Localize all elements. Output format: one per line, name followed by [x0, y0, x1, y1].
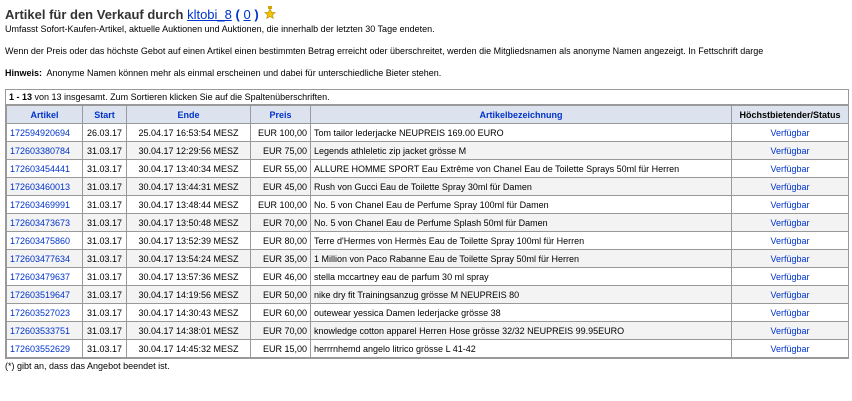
item-title: stella mccartney eau de parfum 30 ml spray — [311, 268, 732, 286]
footnote: (*) gibt an, dass das Angebot beendet ist. — [5, 361, 170, 371]
status-link[interactable]: Verfügbar — [732, 214, 849, 232]
result-range: 1 - 13 — [9, 92, 33, 102]
info-text: Wenn der Preis oder das höchste Gebot auf einen Artikel einen bestimmten Betrag erreicht oder überschreitet, werden die Mitgliedsnamen als anonyme Namen angezeigt. In Fettschrift darge — [5, 46, 764, 56]
table-row — [7, 286, 849, 304]
end-date: 30.04.17 13:54:24 MESZ — [127, 250, 251, 268]
price: EUR 100,00 — [251, 124, 311, 142]
price: EUR 55,00 — [251, 160, 311, 178]
seller-link[interactable]: kltobi_8 — [187, 6, 232, 22]
table-row — [7, 304, 849, 322]
item-id-link[interactable]: 172603380784 — [7, 142, 83, 160]
status-link[interactable]: Verfügbar — [732, 268, 849, 286]
start-date: 31.03.17 — [83, 304, 127, 322]
table-body — [7, 124, 849, 358]
star-icon[interactable] — [263, 5, 277, 19]
status-link[interactable]: Verfügbar — [732, 232, 849, 250]
price: EUR 70,00 — [251, 322, 311, 340]
item-id-link[interactable]: 172603527023 — [7, 304, 83, 322]
hint — [5, 67, 852, 79]
item-id-link[interactable]: 172603475860 — [7, 232, 83, 250]
item-id-link[interactable]: 172603469991 — [7, 196, 83, 214]
col-header-start[interactable]: Start — [83, 106, 127, 124]
item-id-link[interactable]: 172603552629 — [7, 340, 83, 358]
end-date: 30.04.17 13:52:39 MESZ — [127, 232, 251, 250]
table-row — [7, 322, 849, 340]
status-link[interactable]: Verfügbar — [732, 286, 849, 304]
price: EUR 75,00 — [251, 142, 311, 160]
table-row — [7, 250, 849, 268]
col-header-preis[interactable]: Preis — [251, 106, 311, 124]
start-date: 31.03.17 — [83, 250, 127, 268]
item-title: No. 5 von Chanel Eau de Perfume Spray 100ml für Damen — [311, 196, 732, 214]
table-row — [7, 124, 849, 142]
item-id-link[interactable]: 172594920694 — [7, 124, 83, 142]
status-link[interactable]: Verfügbar — [732, 304, 849, 322]
status-link[interactable]: Verfügbar — [732, 142, 849, 160]
col-header-status: Höchstbietender/Status — [732, 106, 849, 124]
start-date: 31.03.17 — [83, 340, 127, 358]
price: EUR 70,00 — [251, 214, 311, 232]
item-title: 1 Million von Paco Rabanne Eau de Toilette Spray 50ml für Herren — [311, 250, 732, 268]
item-id-link[interactable]: 172603533751 — [7, 322, 83, 340]
table-row — [7, 196, 849, 214]
start-date: 31.03.17 — [83, 268, 127, 286]
end-date: 30.04.17 14:30:43 MESZ — [127, 304, 251, 322]
item-id-link[interactable]: 172603473673 — [7, 214, 83, 232]
price: EUR 50,00 — [251, 286, 311, 304]
item-title: knowledge cotton apparel Herren Hose grösse 32/32 NEUPREIS 99.95EURO — [311, 322, 732, 340]
table-row — [7, 160, 849, 178]
price: EUR 45,00 — [251, 178, 311, 196]
item-id-link[interactable]: 172603460013 — [7, 178, 83, 196]
start-date: 26.03.17 — [83, 124, 127, 142]
table-header-row — [7, 106, 849, 124]
col-header-artikel[interactable]: Artikel — [7, 106, 83, 124]
rating-link[interactable]: 0 — [243, 6, 251, 22]
item-id-link[interactable]: 172603519647 — [7, 286, 83, 304]
end-date: 30.04.17 14:45:32 MESZ — [127, 340, 251, 358]
end-date: 30.04.17 13:57:36 MESZ — [127, 268, 251, 286]
status-link[interactable]: Verfügbar — [732, 340, 849, 358]
listing-table-box — [5, 89, 849, 359]
start-date: 31.03.17 — [83, 322, 127, 340]
table-row — [7, 232, 849, 250]
result-count — [6, 90, 848, 105]
status-link[interactable]: Verfügbar — [732, 124, 849, 142]
end-date: 30.04.17 12:29:56 MESZ — [127, 142, 251, 160]
end-date: 30.04.17 13:40:34 MESZ — [127, 160, 251, 178]
end-date: 30.04.17 13:44:31 MESZ — [127, 178, 251, 196]
end-date: 30.04.17 14:38:01 MESZ — [127, 322, 251, 340]
status-link[interactable]: Verfügbar — [732, 250, 849, 268]
end-date: 30.04.17 13:50:48 MESZ — [127, 214, 251, 232]
col-header-artikelbezeichnung[interactable]: Artikelbezeichnung — [311, 106, 732, 124]
item-title: nike dry fit Trainingsanzug grösse M NEUPREIS 80 — [311, 286, 732, 304]
item-title: ALLURE HOMME SPORT Eau Extrême von Chanel Eau de Toilette Sprays 50ml für Herren — [311, 160, 732, 178]
start-date: 31.03.17 — [83, 232, 127, 250]
start-date: 31.03.17 — [83, 286, 127, 304]
end-date: 30.04.17 13:48:44 MESZ — [127, 196, 251, 214]
price: EUR 15,00 — [251, 340, 311, 358]
item-id-link[interactable]: 172603477634 — [7, 250, 83, 268]
price: EUR 60,00 — [251, 304, 311, 322]
table-row — [7, 268, 849, 286]
end-date: 30.04.17 14:19:56 MESZ — [127, 286, 251, 304]
item-title: herrrnhemd angelo litrico grösse L 41-42 — [311, 340, 732, 358]
item-title: outewear yessica Damen lederjacke grösse 38 — [311, 304, 732, 322]
price: EUR 100,00 — [251, 196, 311, 214]
col-header-ende[interactable]: Ende — [127, 106, 251, 124]
status-link[interactable]: Verfügbar — [732, 196, 849, 214]
rating-close: ) — [254, 6, 259, 22]
start-date: 31.03.17 — [83, 178, 127, 196]
end-date: 25.04.17 16:53:54 MESZ — [127, 124, 251, 142]
table-row — [7, 214, 849, 232]
status-link[interactable]: Verfügbar — [732, 160, 849, 178]
start-date: 31.03.17 — [83, 196, 127, 214]
status-link[interactable]: Verfügbar — [732, 178, 849, 196]
result-count-text: von 13 insgesamt. Zum Sortieren klicken Sie auf die Spaltenüberschriften. — [34, 92, 330, 102]
price: EUR 80,00 — [251, 232, 311, 250]
item-title: Terre d'Hermes von Hermès Eau de Toilette Spray 100ml für Herren — [311, 232, 732, 250]
rating-open: ( — [235, 6, 240, 22]
start-date: 31.03.17 — [83, 142, 127, 160]
start-date: 31.03.17 — [83, 214, 127, 232]
item-title: No. 5 von Chanel Eau de Perfume Splash 50ml für Damen — [311, 214, 732, 232]
page-title — [5, 7, 259, 22]
item-id-link[interactable]: 172603454441 — [7, 160, 83, 178]
hint-label: Hinweis: — [5, 68, 43, 78]
status-link[interactable]: Verfügbar — [732, 322, 849, 340]
start-date: 31.03.17 — [83, 160, 127, 178]
table-row — [7, 340, 849, 358]
price: EUR 46,00 — [251, 268, 311, 286]
subtitle: Umfasst Sofort-Kaufen-Artikel, aktuelle Auktionen und Auktionen, die innerhalb der letzten 30 Tage endeten. — [5, 24, 435, 34]
listing-table — [6, 105, 849, 358]
item-title: Rush von Gucci Eau de Toilette Spray 30ml für Damen — [311, 178, 732, 196]
table-row — [7, 178, 849, 196]
item-title: Tom tailor lederjacke NEUPREIS 169.00 EURO — [311, 124, 732, 142]
item-title: Legends athleletic zip jacket grösse M — [311, 142, 732, 160]
table-row — [7, 142, 849, 160]
hint-text: Anonyme Namen können mehr als einmal erscheinen und dabei für unterschiedliche Bieter stehen. — [46, 68, 442, 78]
item-id-link[interactable]: 172603479637 — [7, 268, 83, 286]
price: EUR 35,00 — [251, 250, 311, 268]
title-prefix: Artikel für den Verkauf durch — [5, 6, 184, 22]
page-title-row — [5, 0, 852, 23]
